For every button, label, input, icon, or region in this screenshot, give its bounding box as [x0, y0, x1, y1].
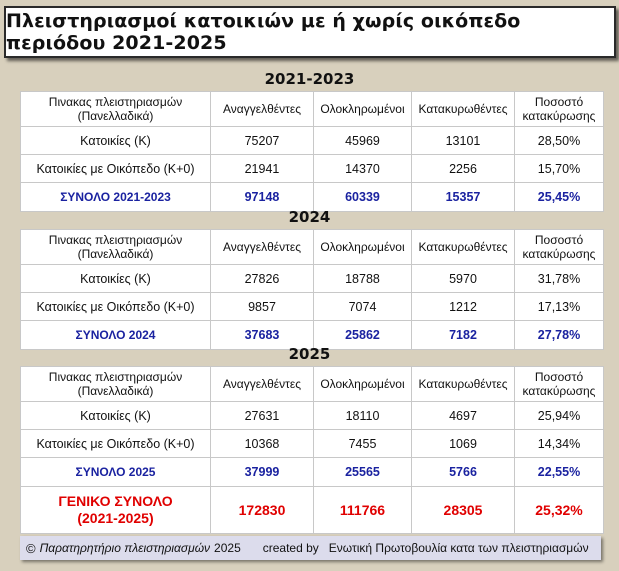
- row-label: Κατοικίες (Κ): [21, 402, 211, 430]
- table-row: [21, 430, 604, 458]
- total-row: [21, 458, 604, 487]
- total-awarded: 5766: [412, 458, 515, 487]
- table-header-row: [21, 230, 604, 265]
- header-awarded: Κατακυρωθέντες: [412, 367, 515, 402]
- total-label: ΣΥΝΟΛΟ 2025: [21, 458, 211, 487]
- header-label: Πινακας πλειστηριασμών (Πανελλαδικά): [21, 367, 211, 402]
- header-completed: Ολοκληρωμένοι: [314, 92, 412, 127]
- header-completed: Ολοκληρωμένοι: [314, 367, 412, 402]
- table-row: [21, 127, 604, 155]
- table-header-row: [21, 92, 604, 127]
- grand-total-row: [21, 487, 604, 534]
- section-year-2025: 2025: [288, 345, 331, 363]
- header-announced: Αναγγελθέντες: [211, 92, 314, 127]
- row-announced: 27631: [211, 402, 314, 430]
- row-pct: 28,50%: [515, 127, 604, 155]
- table-row: [21, 155, 604, 183]
- row-completed: 7074: [314, 293, 412, 321]
- row-pct: 31,78%: [515, 265, 604, 293]
- row-awarded: 5970: [412, 265, 515, 293]
- row-pct: 25,94%: [515, 402, 604, 430]
- row-announced: 75207: [211, 127, 314, 155]
- total-completed: 25565: [314, 458, 412, 487]
- total-pct: 22,55%: [515, 458, 604, 487]
- total-awarded: 7182: [412, 321, 515, 350]
- row-announced: 9857: [211, 293, 314, 321]
- total-pct: 25,45%: [515, 183, 604, 212]
- row-awarded: 1069: [412, 430, 515, 458]
- table-row: [21, 402, 604, 430]
- table-row: [21, 265, 604, 293]
- header-awarded: Κατακυρωθέντες: [412, 230, 515, 265]
- total-announced: 37999: [211, 458, 314, 487]
- row-pct: 17,13%: [515, 293, 604, 321]
- section-year-2021-2023: 2021-2023: [264, 70, 355, 88]
- footer-author: Ενωτική Πρωτοβουλία κατα των πλειστηριασμών: [328, 541, 589, 555]
- section-year-2024: 2024: [288, 208, 331, 226]
- header-completed: Ολοκληρωμένοι: [314, 230, 412, 265]
- footer: [20, 536, 601, 560]
- row-label: Κατοικίες (Κ): [21, 127, 211, 155]
- total-awarded: 15357: [412, 183, 515, 212]
- row-awarded: 13101: [412, 127, 515, 155]
- footer-year: 2025: [214, 541, 241, 555]
- header-pct: Ποσοστό κατακύρωσης: [515, 92, 604, 127]
- header-pct: Ποσοστό κατακύρωσης: [515, 230, 604, 265]
- header-label: Πινακας πλειστηριασμών (Πανελλαδικά): [21, 92, 211, 127]
- footer-source: Παρατηρητήριο πλειστηριασμών: [39, 541, 211, 555]
- total-announced: 37683: [211, 321, 314, 350]
- row-label: Κατοικίες με Οικόπεδο (Κ+0): [21, 293, 211, 321]
- row-awarded: 1212: [412, 293, 515, 321]
- row-pct: 14,34%: [515, 430, 604, 458]
- table-row: [21, 293, 604, 321]
- row-awarded: 2256: [412, 155, 515, 183]
- table-2025: [20, 366, 604, 534]
- grand-total-awarded: 28305: [412, 487, 515, 534]
- row-completed: 14370: [314, 155, 412, 183]
- row-label: Κατοικίες με Οικόπεδο (Κ+0): [21, 155, 211, 183]
- row-label: Κατοικίες (Κ): [21, 265, 211, 293]
- row-pct: 15,70%: [515, 155, 604, 183]
- table-header-row: [21, 367, 604, 402]
- row-announced: 27826: [211, 265, 314, 293]
- row-label: Κατοικίες με Οικόπεδο (Κ+0): [21, 430, 211, 458]
- header-announced: Αναγγελθέντες: [211, 230, 314, 265]
- total-completed: 25862: [314, 321, 412, 350]
- table-2024: [20, 229, 604, 350]
- total-announced: 97148: [211, 183, 314, 212]
- row-announced: 21941: [211, 155, 314, 183]
- footer-created-by: created by: [262, 541, 319, 555]
- table-2021-2023: [20, 91, 604, 212]
- header-pct: Ποσοστό κατακύρωσης: [515, 367, 604, 402]
- total-label: ΣΥΝΟΛΟ 2021-2023: [21, 183, 211, 212]
- grand-total-label: ΓΕΝΙΚΟ ΣΥΝΟΛΟ (2021-2025): [21, 487, 211, 534]
- row-awarded: 4697: [412, 402, 515, 430]
- grand-total-completed: 111766: [314, 487, 412, 534]
- header-announced: Αναγγελθέντες: [211, 367, 314, 402]
- grand-total-pct: 25,32%: [515, 487, 604, 534]
- copyright-icon: ©: [26, 540, 36, 556]
- total-label: ΣΥΝΟΛΟ 2024: [21, 321, 211, 350]
- total-pct: 27,78%: [515, 321, 604, 350]
- row-completed: 45969: [314, 127, 412, 155]
- row-completed: 18110: [314, 402, 412, 430]
- row-completed: 18788: [314, 265, 412, 293]
- header-awarded: Κατακυρωθέντες: [412, 92, 515, 127]
- grand-total-announced: 172830: [211, 487, 314, 534]
- page-title: Πλειστηριασμοί κατοικιών με ή χωρίς οικόπεδο περιόδου 2021-2025: [4, 6, 616, 58]
- total-completed: 60339: [314, 183, 412, 212]
- row-completed: 7455: [314, 430, 412, 458]
- header-label: Πινακας πλειστηριασμών (Πανελλαδικά): [21, 230, 211, 265]
- row-announced: 10368: [211, 430, 314, 458]
